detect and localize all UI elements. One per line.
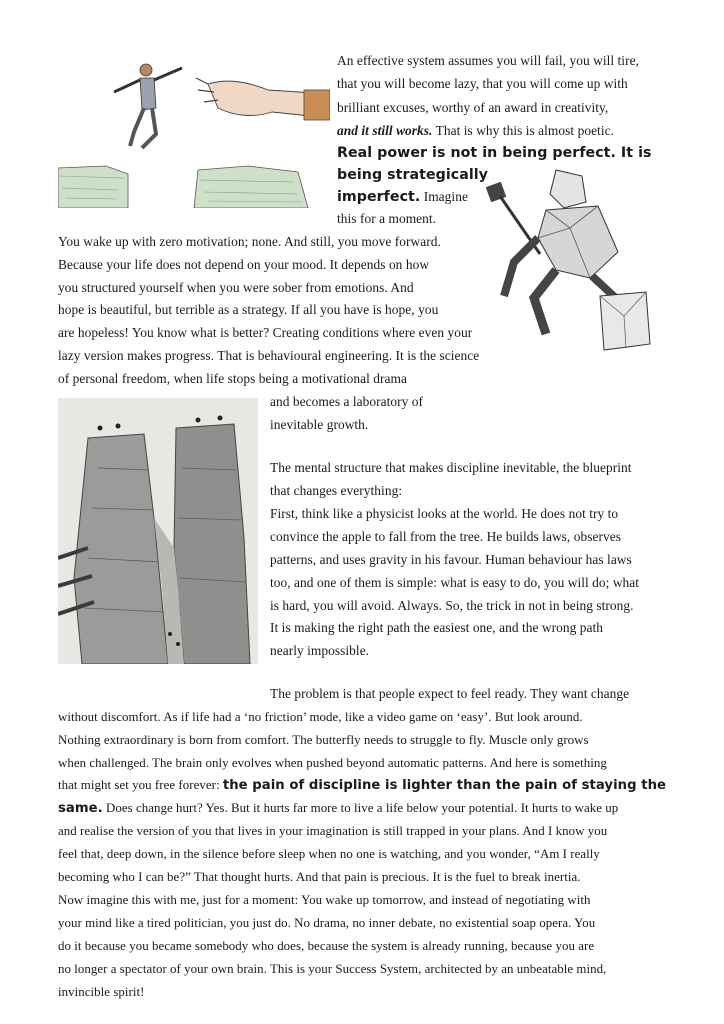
- text-line: your mind like a tired politician, you just do. No drama, no inner debate, no existential soap opera. You: [58, 916, 596, 930]
- text-line: when challenged. The brain only evolves when pushed beyond automatic patterns. And here is something: [58, 756, 607, 770]
- text-segment: That is why this is almost poetic.: [432, 123, 614, 138]
- text-line: invincible spirit!: [58, 985, 145, 999]
- text-line: Because your life does not depend on your mood. It depends on how: [58, 257, 430, 272]
- text-segment: Imagine: [420, 189, 468, 204]
- highlight-word: imperfect.: [337, 189, 421, 205]
- text-line: convince the apple to fall from the tree. He builds laws, observes: [270, 529, 621, 544]
- hammer-illustration: [474, 166, 656, 362]
- text-line: without discomfort. As if life had a ‘no friction’ mode, like a video game on ‘easy’. But look around.: [58, 710, 583, 724]
- text-segment: Does change hurt? Yes. But it hurts far more to live a life below your potential. It hurts to wake up: [102, 801, 619, 815]
- text-line: lazy version makes progress. That is behavioural engineering. It is the science: [58, 348, 480, 363]
- leap-illustration: [58, 48, 330, 208]
- text-line: hope is beautiful, but terrible as a strategy. If all you have is hope, you: [58, 302, 439, 317]
- text-line: that you will become lazy, that you will come up with: [337, 76, 628, 91]
- highlight-phrase: the pain of discipline is lighter than the pain of staying the: [222, 778, 666, 793]
- text-line: you structured yourself when you were sober from emotions. And: [58, 280, 414, 295]
- text-line: do it because you became somebody who does, because the system is already running, because you are: [58, 939, 595, 953]
- bold-italic-emphasis: and it still works.: [337, 123, 433, 138]
- text-line: [337, 122, 614, 140]
- highlight-line: being strategically: [337, 167, 488, 183]
- text-line: The problem is that people expect to feel ready. They want change: [270, 686, 630, 701]
- text-line: no longer a spectator of your own brain. This is your Success System, architected by an unbeatable mind,: [58, 962, 607, 976]
- text-line: patterns, and uses gravity in his favour. Human behaviour has laws: [270, 552, 632, 567]
- text-line: this for a moment.: [337, 211, 437, 226]
- text-line: nearly impossible.: [270, 643, 370, 658]
- text-line: Nothing extraordinary is born from comfort. The butterfly needs to struggle to fly. Muscle only grows: [58, 733, 589, 747]
- text-line: An effective system assumes you will fail, you will tire,: [337, 53, 639, 68]
- text-line: First, think like a physicist looks at the world. He does not try to: [270, 506, 619, 521]
- highlight-line: Real power is not in being perfect. It is: [337, 145, 652, 161]
- text-line: Now imagine this with me, just for a moment: You wake up tomorrow, and instead of negotiating with: [58, 893, 591, 907]
- text-line: and realise the version of you that lives in your imagination is still trapped in your plans. And I know you: [58, 824, 608, 838]
- text-line: You wake up with zero motivation; none. And still, you move forward.: [58, 234, 441, 249]
- text-line: The mental structure that makes discipline inevitable, the blueprint: [270, 460, 632, 475]
- text-line: of personal freedom, when life stops being a motivational drama: [58, 371, 407, 386]
- text-line: inevitable growth.: [270, 417, 369, 432]
- text-segment: that might set you free forever:: [58, 778, 223, 792]
- text-line: brilliant excuses, worthy of an award in creativity,: [337, 100, 609, 115]
- text-line: [58, 776, 666, 795]
- text-line: is hard, you will avoid. Always. So, the trick in not in being strong.: [270, 598, 634, 613]
- text-line: [337, 188, 468, 206]
- text-line: [58, 799, 618, 818]
- text-line: are hopeless! You know what is better? Creating conditions where even your: [58, 325, 473, 340]
- text-line: becoming who I can be?” That thought hurts. And that pain is precious. It is the fuel to break inertia.: [58, 870, 581, 884]
- text-line: feel that, deep down, in the silence before sleep when no one is watching, and you wonder, “Am I really: [58, 847, 600, 861]
- text-line: that changes everything:: [270, 483, 403, 498]
- text-line: It is making the right path the easiest one, and the wrong path: [270, 620, 603, 635]
- text-line: too, and one of them is simple: what is easy to do, you will do; what: [270, 575, 640, 590]
- highlight-word: same.: [58, 801, 103, 816]
- text-line: and becomes a laboratory of: [270, 394, 424, 409]
- canyon-illustration: [58, 398, 258, 664]
